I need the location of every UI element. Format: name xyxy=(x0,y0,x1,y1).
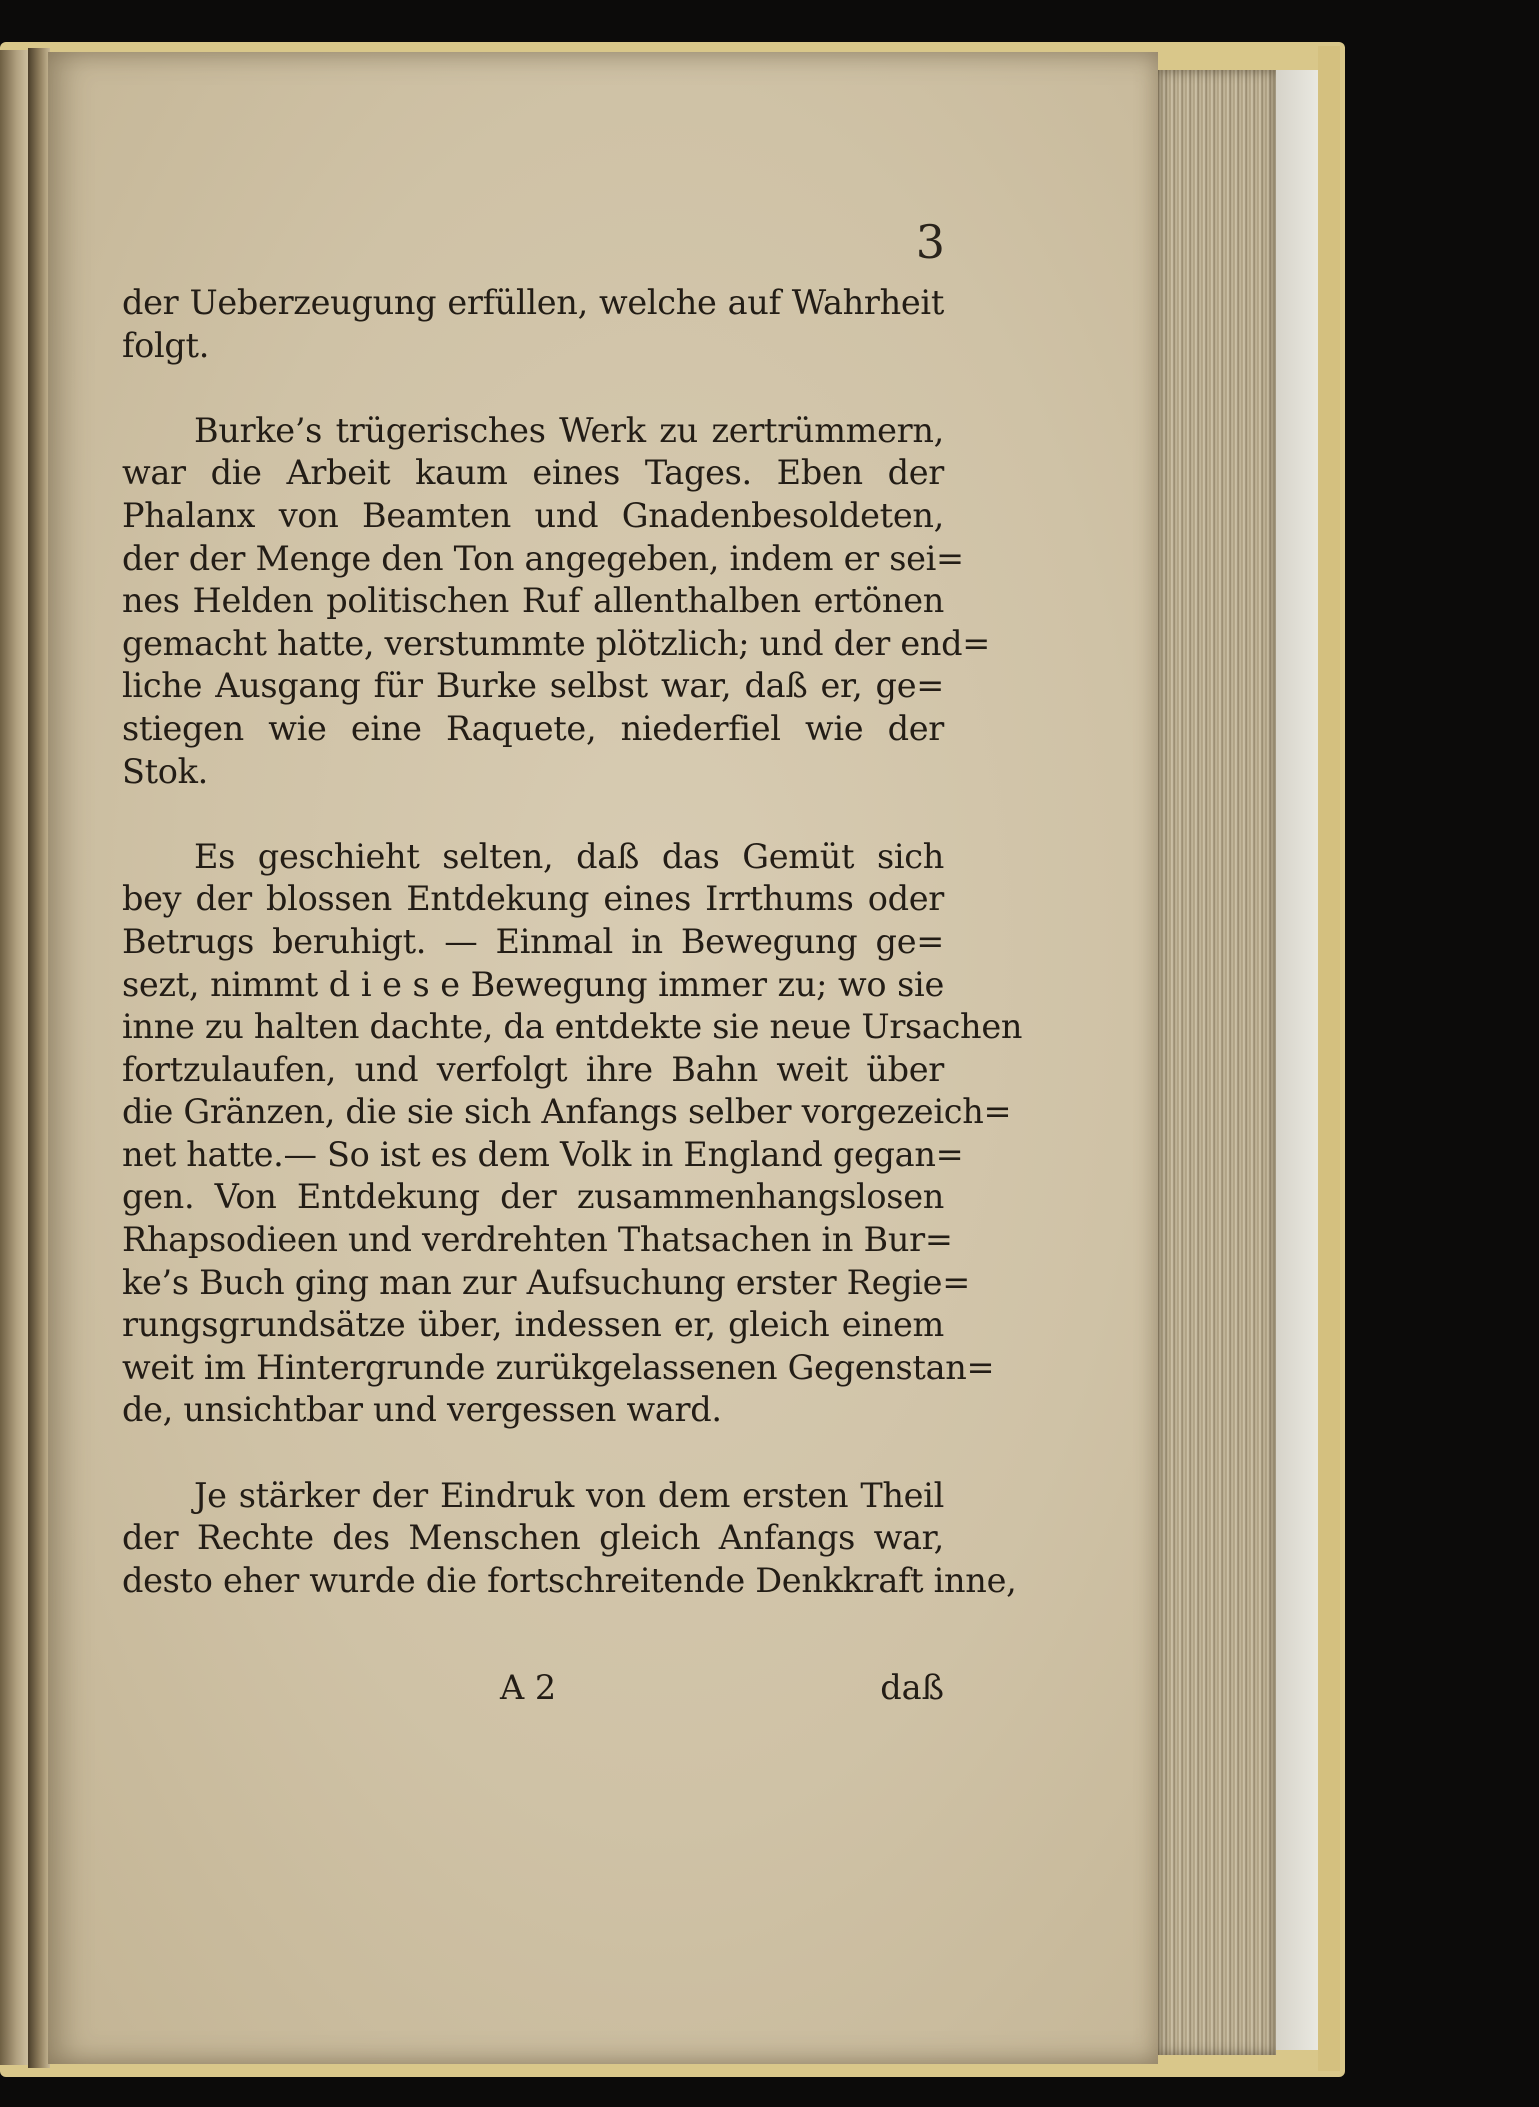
text-line: liche Ausgang für Burke selbst war, daß er, ge= xyxy=(122,666,944,706)
text-line: bey der blossen Entdekung eines Irrthums oder xyxy=(122,879,944,919)
text-line: Stok. xyxy=(122,751,209,791)
text-line: gemacht hatte, verstummte plötzlich; und der end= xyxy=(122,623,991,663)
text-line: Burke’s trügerisches Werk zu zertrümmern, xyxy=(194,410,944,450)
paragraph-gap xyxy=(122,367,944,410)
text-line: die Gränzen, die sie sich Anfangs selber vorgezeich= xyxy=(122,1092,1012,1132)
text-line: Rhapsodieen und verdrehten Thatsachen in Bur= xyxy=(122,1220,953,1260)
text-line: sezt, nimmt d i e s e Bewegung immer zu; wo sie xyxy=(122,964,944,1004)
signature-mark: A 2 xyxy=(500,1668,557,1707)
text-line: der Ueberzeugung erfüllen, welche auf Wahrheit xyxy=(122,283,944,322)
page-fore-edge xyxy=(1158,70,1276,2055)
text-line: gen. Von Entdekung der zusammenhangslosen xyxy=(122,1177,944,1217)
text-line: weit im Hintergrunde zurükgelassenen Gegenstan= xyxy=(122,1347,995,1387)
catchword: daß xyxy=(880,1668,944,1707)
text-line: net hatte.— So ist es dem Volk in England gegan= xyxy=(122,1134,964,1174)
text-line: ke’s Buch ging man zur Aufsuchung erster Regie= xyxy=(122,1262,970,1302)
paragraph-gap xyxy=(122,793,944,836)
text-line: der der Menge den Ton angegeben, indem er sei= xyxy=(122,538,964,578)
text-line: nes Helden politischen Ruf allenthalben ertönen xyxy=(122,581,944,621)
text-line: Betrugs beruhigt. — Einmal in Bewegung ge= xyxy=(122,921,944,961)
text-line: stiegen wie eine Raquete, niederfiel wie der xyxy=(122,708,944,748)
text-line: folgt. xyxy=(122,325,210,365)
text-line: fortzulaufen, und verfolgt ihre Bahn weit über xyxy=(122,1049,944,1089)
paragraph-gap xyxy=(122,1432,944,1475)
text-line: de, unsichtbar und vergessen ward. xyxy=(122,1390,722,1430)
text-line: der Rechte des Menschen gleich Anfangs war, xyxy=(122,1518,944,1558)
text-line: war die Arbeit kaum eines Tages. Eben der xyxy=(122,453,944,493)
page-text xyxy=(122,282,1023,1602)
facing-page-edge xyxy=(0,50,28,2065)
cover-edge xyxy=(1318,46,1340,2071)
text-line: inne zu halten dachte, da entdekte sie neue Ursachen xyxy=(122,1007,1023,1047)
book-gutter xyxy=(28,48,50,2068)
page-edge-shadow xyxy=(1276,70,1324,2050)
page-number: 3 xyxy=(915,215,945,269)
text-line: Phalanx von Beamten und Gnadenbesoldeten, xyxy=(122,495,944,535)
page-footer xyxy=(122,1668,944,1712)
text-line: desto eher wurde die fortschreitende Denkkraft inne, xyxy=(122,1560,1017,1600)
text-line: Es geschieht selten, daß das Gemüt sich xyxy=(194,836,944,876)
text-line: Je stärker der Eindruk von dem ersten Theil xyxy=(194,1475,944,1515)
text-line: rungsgrundsätze über, indessen er, gleich einem xyxy=(122,1305,944,1345)
